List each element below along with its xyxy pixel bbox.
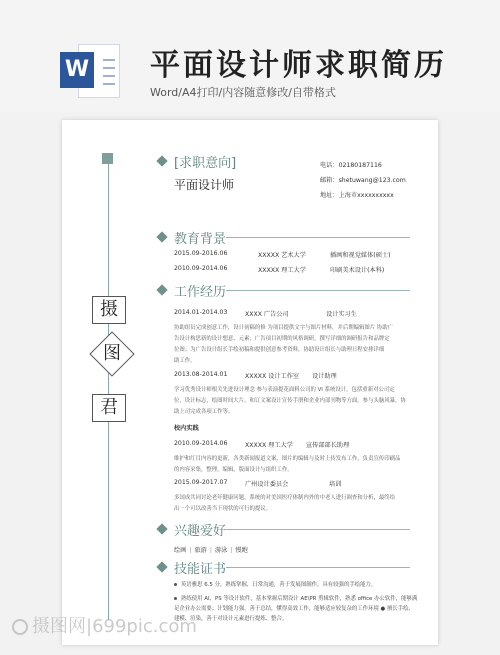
campus-desc-line: 出一个可以改善当下现状的可行的提议。 xyxy=(174,506,272,512)
campus-role: 培训 xyxy=(329,481,342,488)
job-date: 2014.01-2014.03 xyxy=(174,309,228,316)
section-bullet xyxy=(156,561,167,572)
photo-char-2: 图 xyxy=(89,331,134,376)
campus-date: 2010.09-2014.06 xyxy=(174,440,228,447)
job-desc-line: 告设计构思新的设计想意、元素；广告项目初期的风格调研，撰写详细的调研报告和品牌定 xyxy=(174,336,390,342)
campus-desc-line: 的内容采集，整理，编辑，版面设计与组织工作。 xyxy=(174,467,293,473)
section-bullet xyxy=(156,155,167,166)
camera-logo-icon xyxy=(12,619,28,635)
job-position: 平面设计师 xyxy=(174,178,235,192)
campus-date: 2015.09-2017.07 xyxy=(174,479,228,486)
section-bullet xyxy=(156,231,167,242)
contact-phone: 电话：02180187116 xyxy=(320,162,382,169)
section-rule xyxy=(226,290,410,291)
section-title-skills: 技能证书 xyxy=(174,562,227,577)
section-bullet xyxy=(156,284,167,295)
word-icon xyxy=(60,40,122,100)
edu-school: XXXXX 理工大学 xyxy=(258,267,306,274)
word-icon-letter: W xyxy=(60,52,94,88)
job-desc-line: 助上司完成各项工作等。 xyxy=(174,409,234,415)
edu-major: 插画和视觉媒体(硕士) xyxy=(330,252,391,259)
hobby-list: 绘画 | 旅游 | 游泳 | 慢跑 xyxy=(174,547,248,554)
hobby-item: 旅游 xyxy=(194,547,207,554)
skill-item: 熟练使用 AI、PS 等设计软件，基本掌握后期设计 AE\PR 剪辑软件，熟悉 office 办公软件，能够满足企业办公需要；计划能力强，善于总结，懂得高效工作，能够适应较复杂的工作环境 ● 擅长手绘、建模、渲染，善于对设计元素进行提炼、整合。 xyxy=(174,596,418,622)
job-role: 设计实习生 xyxy=(326,311,357,318)
campus-title: 校内实践 xyxy=(174,425,199,432)
decor-vertical-line xyxy=(108,160,109,620)
section-bullet xyxy=(156,523,167,534)
watermark: 摄图网|699pic.com xyxy=(12,612,197,638)
decor-square xyxy=(102,153,113,164)
top-banner xyxy=(0,0,500,112)
hobby-item: 绘画 xyxy=(174,547,187,554)
campus-org: 广州设计委员会 xyxy=(245,481,289,488)
photo-char-1: 摄 xyxy=(92,296,126,324)
job-role: 设计助理 xyxy=(312,373,337,380)
campus-desc-line: 维护和红目内容的更新，各类新闻报道文案，图片的编辑与及时上传发布工作，负责宣传印刷品 xyxy=(174,456,401,462)
job-desc-line: 助工作。 xyxy=(174,358,196,364)
hobby-item: 游泳 xyxy=(214,547,228,554)
skill-item: 英语雅思 6.5 分，熟练掌握，日常沟通，善于发展图制作，具有较强的手绘能力。 xyxy=(174,580,419,590)
job-desc-line: 位，设计标志，绘图时间大片，和订文案设计宣传手册和企业内部刊物等方面。参与头脑风暴，协 xyxy=(174,398,406,404)
job-desc-line: 位图；为广告设计组长手绘初稿和提供创意参考资料，协助设计组长与助理日程安排详细 xyxy=(174,347,385,353)
page-subtitle: Word/A4打印/内容随意修改/自带格式 xyxy=(150,86,336,99)
contact-address: 地址：上海市xxxxxxxxxx xyxy=(320,192,394,199)
section-rule xyxy=(226,237,410,238)
job-company: XXXXX 设计工作室 xyxy=(245,373,300,380)
campus-desc-line: 多国成共同讨论老年健康问题，系统的对美国医疗体制内外的中老人进行调查和分析，最终给 xyxy=(174,495,396,501)
section-title-work: 工作经历 xyxy=(174,285,227,300)
job-company: XXXX 广告公司 xyxy=(245,311,289,318)
section-title-hobbies: 兴趣爱好 xyxy=(174,524,227,539)
contact-email: 邮箱：shetuwang@123.com xyxy=(320,177,406,184)
photo-char-3: 君 xyxy=(92,394,126,422)
job-date: 2013.08-2014.01 xyxy=(174,371,228,378)
edu-major: 印刷美术设计(本科) xyxy=(330,267,385,274)
section-title-education: 教育背景 xyxy=(174,232,227,247)
edu-date: 2015.09-2016.06 xyxy=(174,250,228,257)
edu-school: XXXXX 艺术大学 xyxy=(258,252,306,259)
campus-role: 宣传部部长助理 xyxy=(306,442,350,449)
campus-org: XXXXX 理工大学 xyxy=(245,442,293,449)
section-rule xyxy=(226,529,410,530)
section-title-intent: [求职意向] xyxy=(174,156,237,171)
hobby-item: 慢跑 xyxy=(235,547,248,554)
section-rule xyxy=(226,567,410,568)
resume-page xyxy=(62,120,438,645)
page-title: 平面设计师求职简历 xyxy=(150,48,447,83)
job-desc-line: 协助组员完成创意工作，设计初稿的修 为项目提供文字与图片材料，并后期编辑图片 协助广 xyxy=(174,325,394,331)
edu-date: 2010.09-2014.06 xyxy=(174,265,228,272)
job-desc-line: 学习优秀设计师根关先进设计理念 参与表演提花面料公司的 VI 系统设计，包括重新对公司定 xyxy=(174,387,395,393)
